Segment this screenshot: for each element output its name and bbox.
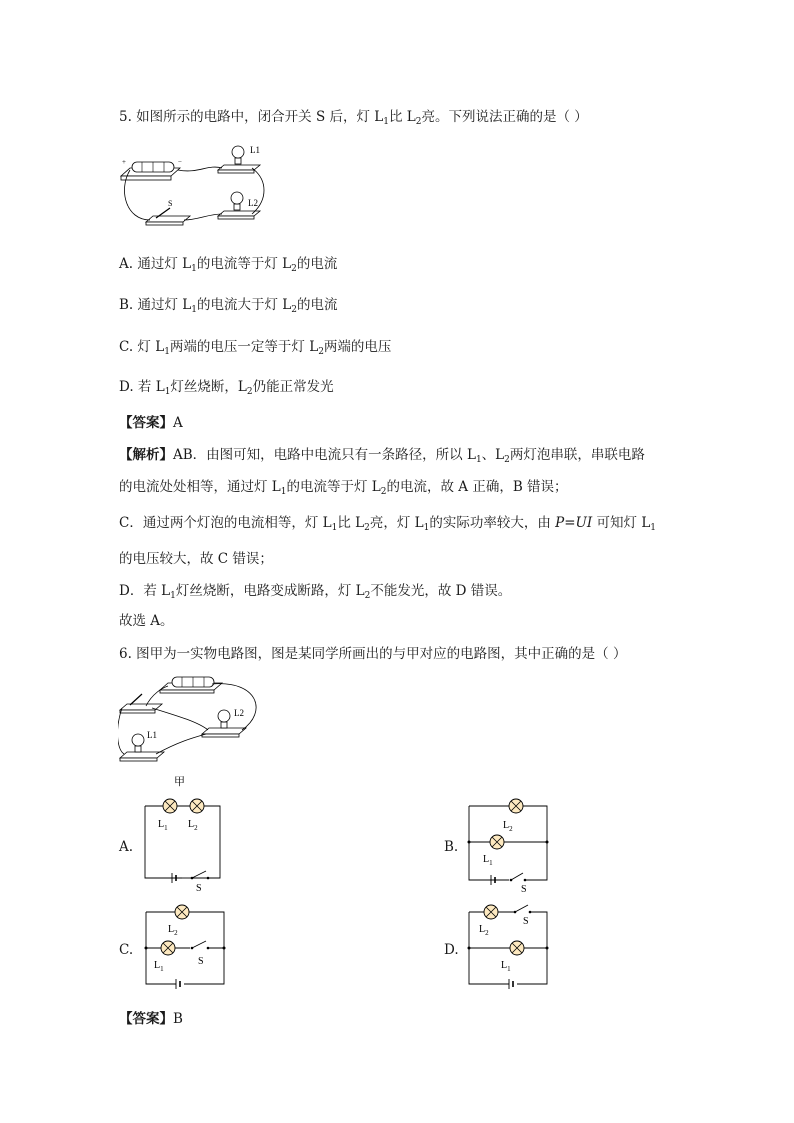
q5-analysis-p1: 【解析】AB．由图可知，电路中电流只有一条路径，所以 $L_1$、$L_2$两灯泡串联，串联电路 [119,447,645,465]
svg-text:L1: $L_1$ [501,960,511,973]
q5-option-a: A. 通过灯 $L_1$的电流等于灯 $L_2$的电流 [119,256,338,274]
lamp-l2-icon [175,905,189,919]
q6-stem: 6. 图甲为一实物电路图，图是某同学所画出的与甲对应的电路图，其中正确的是（ ） [119,646,627,662]
battery-icon [160,677,222,693]
switch-s-icon [146,199,190,225]
bulb-l2-icon [202,708,246,737]
q5-analysis-p4: 的电压较大，故 C 错误； [119,551,273,567]
svg-text:L1: L1 [147,730,157,740]
svg-text:L1: $L_1$ [158,819,168,832]
lamp-l2-icon [190,799,204,813]
svg-text:L2: L2 [234,708,244,718]
q5-stem: 5. 如图所示的电路中，闭合开关 S 后，灯 $L_1$比 $L_2$亮。下列说法正确的是（ ） [119,109,588,127]
q5-analysis-p3: C．通过两个灯泡的电流相等，灯 $L_1$比 $L_2$亮，灯 $L_1$的实际功率较大，由 P=UI 可知灯 $L_1$ [119,515,657,533]
svg-text:L2: $L_2$ [168,924,178,937]
lamp-l2-icon [484,905,498,919]
svg-text:−: − [178,158,182,166]
q5-analysis-p6: 故选 A。 [119,613,174,629]
svg-text:L1: L1 [250,145,260,155]
switch-icon [191,941,210,949]
svg-text:L1: $L_1$ [483,854,493,867]
bulb-l1-icon [120,730,164,761]
switch-icon [510,873,527,881]
lamp-l1-icon [510,941,524,955]
lamp-l2-icon [509,799,523,813]
q5-analysis-p2: 的电流处处相等，通过灯 $L_1$的电流等于灯 $L_2$的电流，故 A 正确，B 错误； [119,479,568,497]
q5-analysis-p5: D．若 $L_1$灯丝烧断，电路变成断路，灯 $L_2$不能发光，故 D 错误。 [119,583,512,601]
q6-option-a-schematic [140,792,230,892]
svg-text:L2: $L_2$ [188,819,198,832]
q6-option-d-schematic [465,898,555,998]
q6-option-c-label: C. [119,942,134,958]
q6-circuit-figure [118,672,268,792]
q6-option-a-label: A. [119,839,134,855]
q5-circuit-figure [118,140,278,235]
svg-text:L1: $L_1$ [154,960,164,973]
bulb-l2-icon [218,192,260,219]
svg-text:L2: $L_2$ [479,924,489,937]
q6-option-b-label: B. [444,839,459,855]
q5-answer: 【答案】A [119,415,183,431]
switch-icon [120,694,162,713]
svg-text:L2: $L_2$ [503,820,513,833]
figure-caption: 甲 [174,776,185,788]
q6-option-d-label: D. [444,942,459,958]
q5-option-b: B. 通过灯 $L_1$的电流大于灯 $L_2$的电流 [119,297,338,315]
q6-option-b-schematic [465,792,555,894]
svg-text:L2: L2 [248,198,258,208]
svg-text:S: S [196,883,202,892]
q6-answer: 【答案】B [119,1011,183,1027]
battery-icon [121,158,182,180]
lamp-l1-icon [161,941,175,955]
svg-text:S: S [521,884,527,894]
q6-option-c-schematic [140,898,232,998]
lamp-l1-icon [490,835,504,849]
q5-option-d: D. 若 $L_1$灯丝烧断，$L_2$仍能正常发光 [119,379,334,397]
q5-option-c: C. 灯 $L_1$两端的电压一定等于灯 $L_2$两端的电压 [119,339,392,357]
svg-text:S: S [523,916,529,927]
switch-icon [514,905,532,913]
svg-text:+: + [122,158,126,166]
svg-text:S: S [168,199,173,208]
lamp-l1-icon [163,799,177,813]
bulb-l1-icon [218,145,260,173]
svg-text:S: S [198,956,204,967]
